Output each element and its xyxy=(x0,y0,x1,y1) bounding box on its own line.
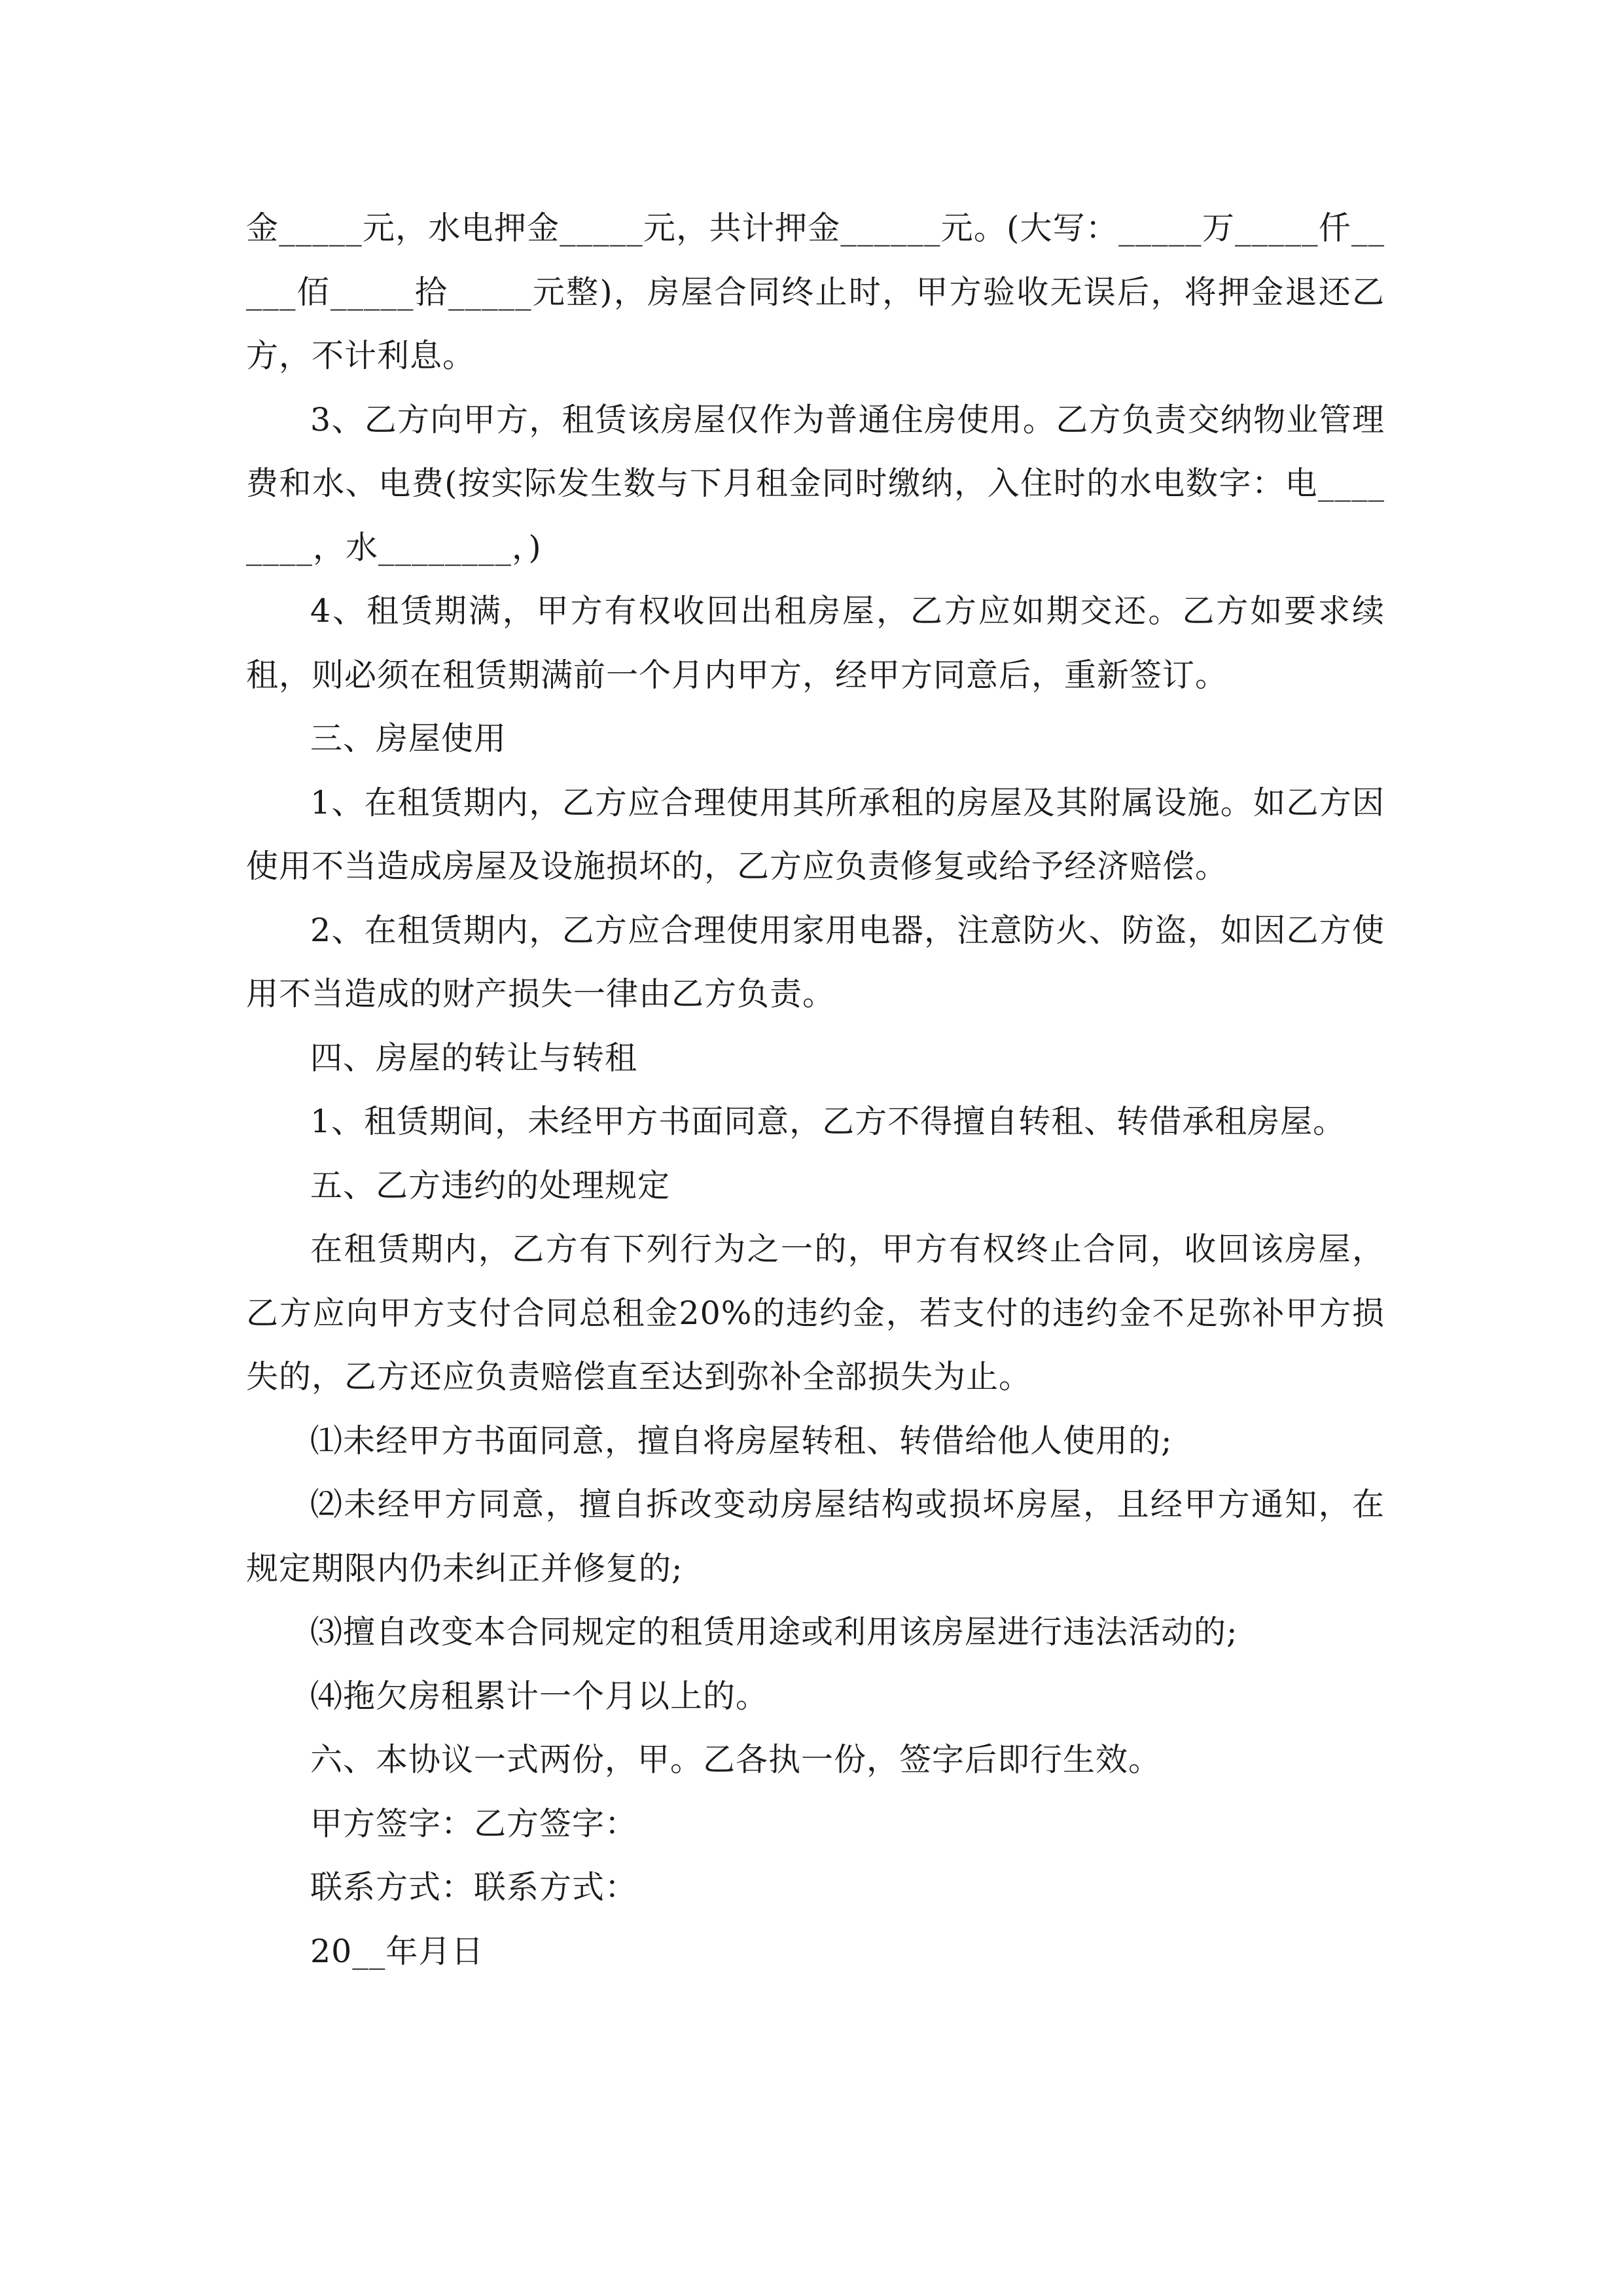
breach-item-4: ⑷拖欠房租累计一个月以上的。 xyxy=(310,1677,769,1715)
breach-item-2: ⑵未经甲方同意，擅自拆改变动房屋结构或损坏房屋，且经甲方通知，在规定期限内仍未纠正并修复的; xyxy=(246,1486,1385,1587)
deposit-paragraph: 金_____元，水电押金_____元，共计押金______元。(大写：_____万_____仟_____佰_____拾_____元整)，房屋合同终止时，甲方验收无误后，将押金退还乙方，不计利息。 xyxy=(246,209,1385,374)
clause-breach-intro: 在租赁期内，乙方有下列行为之一的，甲方有权终止合同，收回该房屋，乙方应向甲方支付合同总租金20%的违约金，若支付的违约金不足弥补甲方损失的，乙方还应负责赔偿直至达到弥补全部损失为止。 xyxy=(246,1230,1385,1395)
section-heading-copies: 六、本协议一式两份，甲。乙各执一份，签字后即行生效。 xyxy=(310,1741,1162,1778)
section-heading-breach: 五、乙方违约的处理规定 xyxy=(310,1166,671,1204)
section-heading-transfer: 四、房屋的转让与转租 xyxy=(310,1039,638,1077)
clause-lease-expiry: 4、租赁期满，甲方有权收回出租房屋，乙方应如期交还。乙方如要求续租，则必须在租赁期满前一个月内甲方，经甲方同意后，重新签订。 xyxy=(246,592,1385,694)
clause-no-sublet: 1、租赁期间，未经甲方书面同意，乙方不得擅自转租、转借承租房屋。 xyxy=(310,1103,1346,1140)
breach-item-1: ⑴未经甲方书面同意，擅自将房屋转租、转借给他人使用的; xyxy=(310,1422,1173,1460)
contact-line: 联系方式：联系方式： xyxy=(310,1869,638,1906)
section-heading-house-use: 三、房屋使用 xyxy=(310,720,507,757)
signature-line: 甲方签字：乙方签字： xyxy=(310,1804,638,1842)
breach-item-3: ⑶擅自改变本合同规定的租赁用途或利用该房屋进行违法活动的; xyxy=(310,1613,1238,1651)
clause-usage-fees: 3、乙方向甲方，租赁该房屋仅作为普通住房使用。乙方负责交纳物业管理费和水、电费(按实际发生数与下月租金同时缴纳，入住时的水电数字：电________，水________，) xyxy=(246,401,1385,566)
date-line: 20__年月日 xyxy=(310,1932,484,1970)
clause-facility-use: 1、在租赁期内，乙方应合理使用其所承租的房屋及其附属设施。如乙方因使用不当造成房屋及设施损坏的，乙方应负责修复或给予经济赔偿。 xyxy=(246,783,1385,885)
document-page xyxy=(246,196,1385,1983)
clause-appliance-use: 2、在租赁期内，乙方应合理使用家用电器，注意防火、防盗，如因乙方使用不当造成的财产损失一律由乙方负责。 xyxy=(246,911,1385,1013)
